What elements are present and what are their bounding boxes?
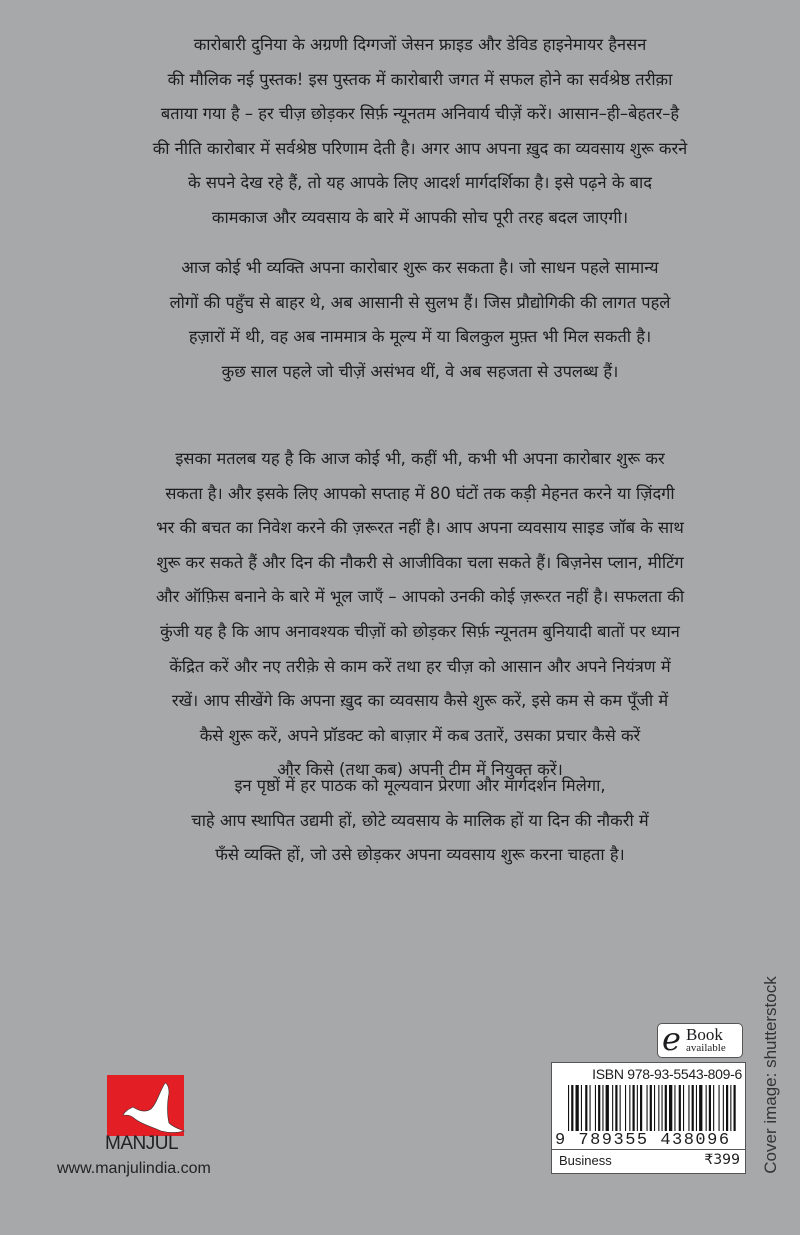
barcode-bar: [615, 1085, 617, 1131]
barcode-bar: [606, 1085, 609, 1131]
text-line: लोगों की पहुँच से बाहर थे, अब आसानी से सुलभ हैं। जिस प्रौद्योगिकी की लागत पहले: [169, 292, 671, 312]
price-row: [552, 1149, 745, 1174]
text-line: चाहे आप स्थापित उद्यमी हों, छोटे व्यवसाय के मालिक हों या दिन की नौकरी में: [191, 810, 649, 830]
barcode-bar: [647, 1085, 648, 1131]
barcode-bar: [692, 1085, 694, 1131]
ebook-badge: [657, 1020, 743, 1058]
text-line: केंद्रित करें और नए तरीक़े से काम करें तथा हर चीज़ को आसान और अपने नियंत्रण में: [169, 656, 671, 676]
barcode-bar: [568, 1085, 569, 1131]
blurb-paragraph-1: [62, 28, 778, 236]
barcode-bar: [576, 1085, 579, 1131]
text-line: बताया गया है – हर चीज़ छोड़कर सिर्फ़ न्यूनतम अनिवार्य चीज़ें करें। आसान–ही–बेहतर–है: [160, 104, 680, 124]
barcode-bar: [719, 1085, 720, 1131]
barcode-bar: [669, 1085, 672, 1131]
text-line: भर की बचत का निवेश करने की ज़रूरत नहीं है। आप अपना व्यवसाय साइड जॉब के साथ: [156, 518, 684, 538]
barcode-bar: [640, 1085, 642, 1131]
barcode-bar: [723, 1085, 724, 1131]
barcode-bar: [598, 1085, 600, 1131]
text-line: हज़ारों में थी, वह अब नाममात्र के मूल्य में या बिलकुल मुफ़्त भी मिल सकती है।: [188, 327, 652, 347]
text-line: सकता है। और इसके लिए आपको सप्ताह में 80 घंटों तक कड़ी मेहनत करने या ज़िंदगी: [165, 483, 675, 503]
barcode-bar: [571, 1085, 573, 1131]
barcode-bar: [620, 1085, 621, 1131]
text-line: कारोबारी दुनिया के अग्रणी दिग्गजों जेसन फ्राइड और डेविड हाइनेमायर हैनसन: [193, 35, 647, 54]
barcode-bar: [706, 1085, 707, 1131]
price-label: ₹399: [704, 1152, 740, 1168]
text-line: इसका मतलब यह है कि आज कोई भी, कहीं भी, कभी भी अपना कारोबार शुरू कर: [175, 449, 665, 468]
text-line: की मौलिक नई पुस्तक! इस पुस्तक में कारोबारी जगत में सफल होने का सर्वश्रेष्ठ तरीक़ा: [167, 69, 673, 89]
barcode-bar: [683, 1085, 684, 1131]
barcode-bar: [629, 1085, 630, 1131]
barcode-bar: [585, 1085, 587, 1131]
publisher-name: MANJUL: [105, 1133, 179, 1154]
text-line: की नीति कारोबार में सर्वश्रेष्ठ परिणाम देती है। अगर आप अपना ख़ुद का व्यवसाय शुरू करने: [152, 138, 688, 158]
barcode-bar: [665, 1085, 667, 1131]
ebook-available: available: [686, 1042, 726, 1054]
category-label: Business: [559, 1153, 612, 1168]
barcode-bar: [654, 1085, 655, 1131]
blurb-paragraph-4: [62, 769, 778, 873]
barcode-bar: [633, 1085, 635, 1131]
barcode-bar: [726, 1085, 728, 1131]
ebook-book: Book: [686, 1025, 723, 1044]
text-line: कुंजी यह है कि आप अनावश्यक चीज़ों को छोड़कर सिर्फ़ न्यूनतम बुनियादी बातों पर ध्यान: [160, 621, 680, 641]
barcode-bar: [602, 1085, 603, 1131]
blurb-paragraph-2: [62, 251, 778, 389]
text-line: फँसे व्यक्ति हों, जो उसे छोड़कर अपना व्यवसाय शुरू करना चाहता है।: [215, 845, 625, 865]
barcode-bar: [625, 1085, 626, 1131]
ebook-e: e: [662, 1020, 681, 1058]
barcode-box: [551, 1062, 746, 1174]
barcode-bar: [713, 1085, 714, 1131]
barcode-bar: [688, 1085, 689, 1131]
blurb-paragraph-3: [62, 442, 778, 788]
barcode-digits: 9 789355 438096: [555, 1131, 731, 1150]
barcode-bar: [674, 1085, 675, 1131]
barcode-bar: [662, 1085, 663, 1131]
publisher-logo: [107, 1075, 184, 1136]
barcode-bar: [612, 1085, 613, 1131]
bird-icon: [107, 1075, 184, 1136]
text-line: कामकाज और व्यवसाय के बारे में आपकी सोच पूरी तरह बदल जाएगी।: [211, 207, 629, 227]
barcode-bar: [637, 1085, 638, 1131]
text-line: आज कोई भी व्यक्ति अपना कारोबार शुरू कर सकता है। जो साधन पहले सामान्य: [181, 258, 659, 277]
text-line: कुछ साल पहले जो चीज़ें असंभव थीं, वे अब सहजता से उपलब्ध हैं।: [221, 361, 619, 381]
barcode-bar: [699, 1085, 702, 1131]
barcode-bar: [730, 1085, 731, 1131]
barcode-bar: [581, 1085, 582, 1131]
barcode-bar: [696, 1085, 697, 1131]
barcode-bar: [734, 1085, 736, 1131]
barcode-bar: [679, 1085, 681, 1131]
publisher-url[interactable]: www.manjulindia.com: [57, 1160, 211, 1177]
barcode-bar: [650, 1085, 652, 1131]
text-line: के सपने देख रहे हैं, तो यह आपके लिए आदर्श मार्गदर्शिका है। इसे पढ़ने के बाद: [188, 173, 652, 193]
barcode-bar: [595, 1085, 596, 1131]
isbn-text: ISBN 978-93-5543-809-6: [592, 1066, 742, 1082]
cover-image-credit: Cover image: shutterstock: [761, 976, 780, 1174]
barcode-bar: [709, 1085, 711, 1131]
text-line: इन पृष्ठों में हर पाठक को मूल्यवान प्रेरणा और मार्गदर्शन मिलेगा,: [234, 776, 606, 795]
text-line: शुरू कर सकते हैं और दिन की नौकरी से आजीविका चला सकते हैं। बिज़नेस प्लान, मीटिंग: [156, 552, 684, 572]
text-line: और ऑफ़िस बनाने के बारे में भूल जाएँ – आपको उनकी कोई ज़रूरत नहीं है। सफलता की: [155, 587, 685, 607]
text-line: और किसे (तथा कब) अपनी टीम में नियुक्त करें।: [277, 760, 563, 780]
barcode-bar: [658, 1085, 659, 1131]
text-line: रखें। आप सीखेंगे कि अपना ख़ुद का व्यवसाय कैसे शुरू करें, इसे कम से कम पूँजी में: [171, 691, 669, 711]
barcode-bar: [590, 1085, 591, 1131]
text-line: कैसे शुरू करें, अपने प्रॉडक्ट को बाज़ार में कब उतारें, उसका प्रचार कैसे करें: [199, 725, 641, 745]
